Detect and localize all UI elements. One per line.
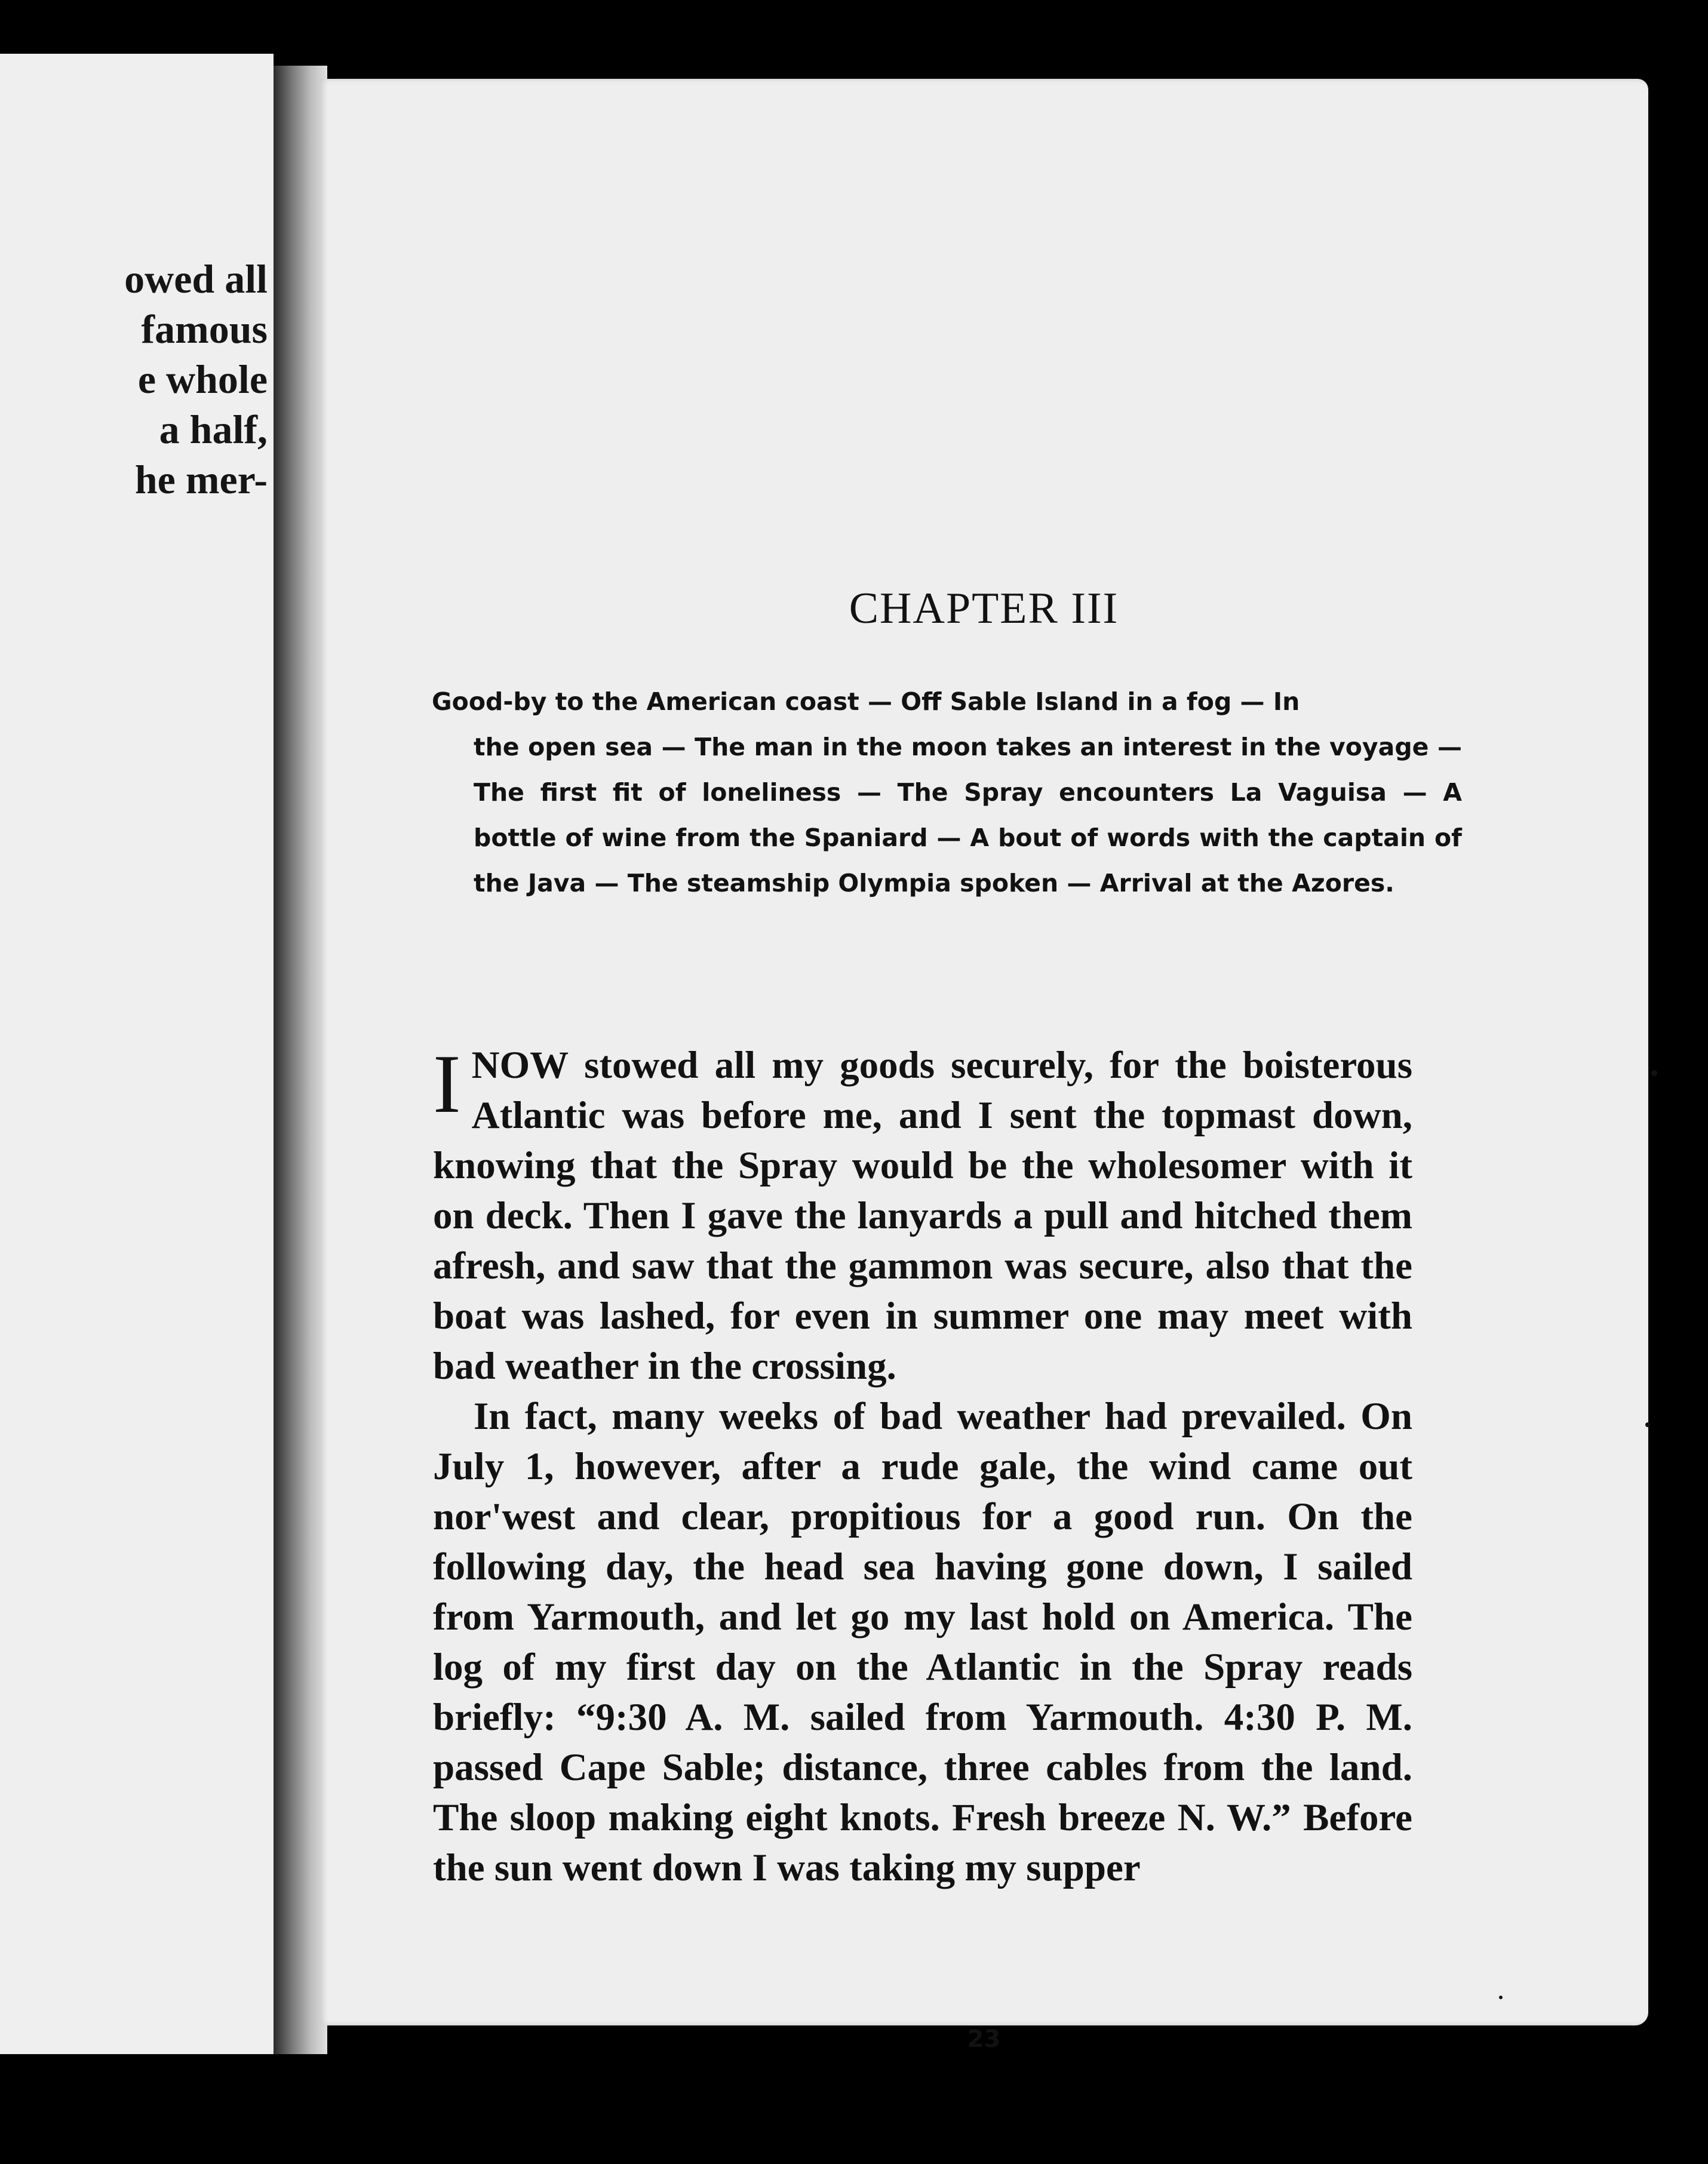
left-page: [0, 54, 274, 2054]
scan-marks: [406, 6, 478, 24]
paragraph-1-text: NOW stowed all my goods securely, for the boisterous Atlantic was before me, and I sent the topmast down, knowing that the Spray would be the wholesomer with it on deck. Then I gave the lanyards a pull and hitched them afresh, and saw that the gammon was secure, also that the boat was lashed, for even in summer one may meet with bad weather in the crossing.: [433, 1044, 1412, 1388]
left-page-line: he mer-: [134, 457, 268, 502]
chapter-body: [433, 1040, 1412, 1893]
left-page-line: owed all: [124, 256, 268, 302]
left-page-line: e whole: [137, 356, 268, 402]
scan-speck: [1645, 1422, 1650, 1427]
scan-speck: [1651, 1070, 1657, 1076]
scan-speck: [1499, 1996, 1503, 1999]
paragraph-1: [433, 1040, 1412, 1391]
page-number: 23: [967, 2025, 1001, 2053]
chapter-title: CHAPTER III: [849, 584, 1119, 633]
chapter-summary-first-line: Good-by to the American coast — Off Sable Island in a fog — In: [432, 687, 1300, 716]
paragraph-2: In fact, many weeks of bad weather had prevailed. On July 1, however, after a rude gale, the wind came out nor'west and clear, propitious for a good run. On the following day, the head sea having gone down, I sailed from Yarmouth, and let go my last hold on America. The log of my first day on the Atlantic in the Spray reads briefly: “9:30 A. M. sailed from Yarmouth. 4:30 P. M. passed Cape Sable; distance, three cables from the land. The sloop making eight knots. Fresh breeze N. W.” Before the sun went down I was taking my supper: [433, 1395, 1412, 1889]
right-page: [320, 79, 1648, 2053]
drop-cap: I: [433, 1038, 461, 1130]
chapter-summary: [432, 679, 1462, 906]
chapter-summary-rest: the open sea — The man in the moon takes an interest in the voyage — The first fit of loneliness — The Spray encounters La Vaguisa — A bottle of wine from the Spaniard — A bout of words with the captain of the Java — The steamship Olympia spoken — Arrival at the Azores.: [474, 733, 1462, 897]
left-page-line: a half,: [159, 407, 268, 452]
left-page-line: famous: [141, 306, 268, 352]
